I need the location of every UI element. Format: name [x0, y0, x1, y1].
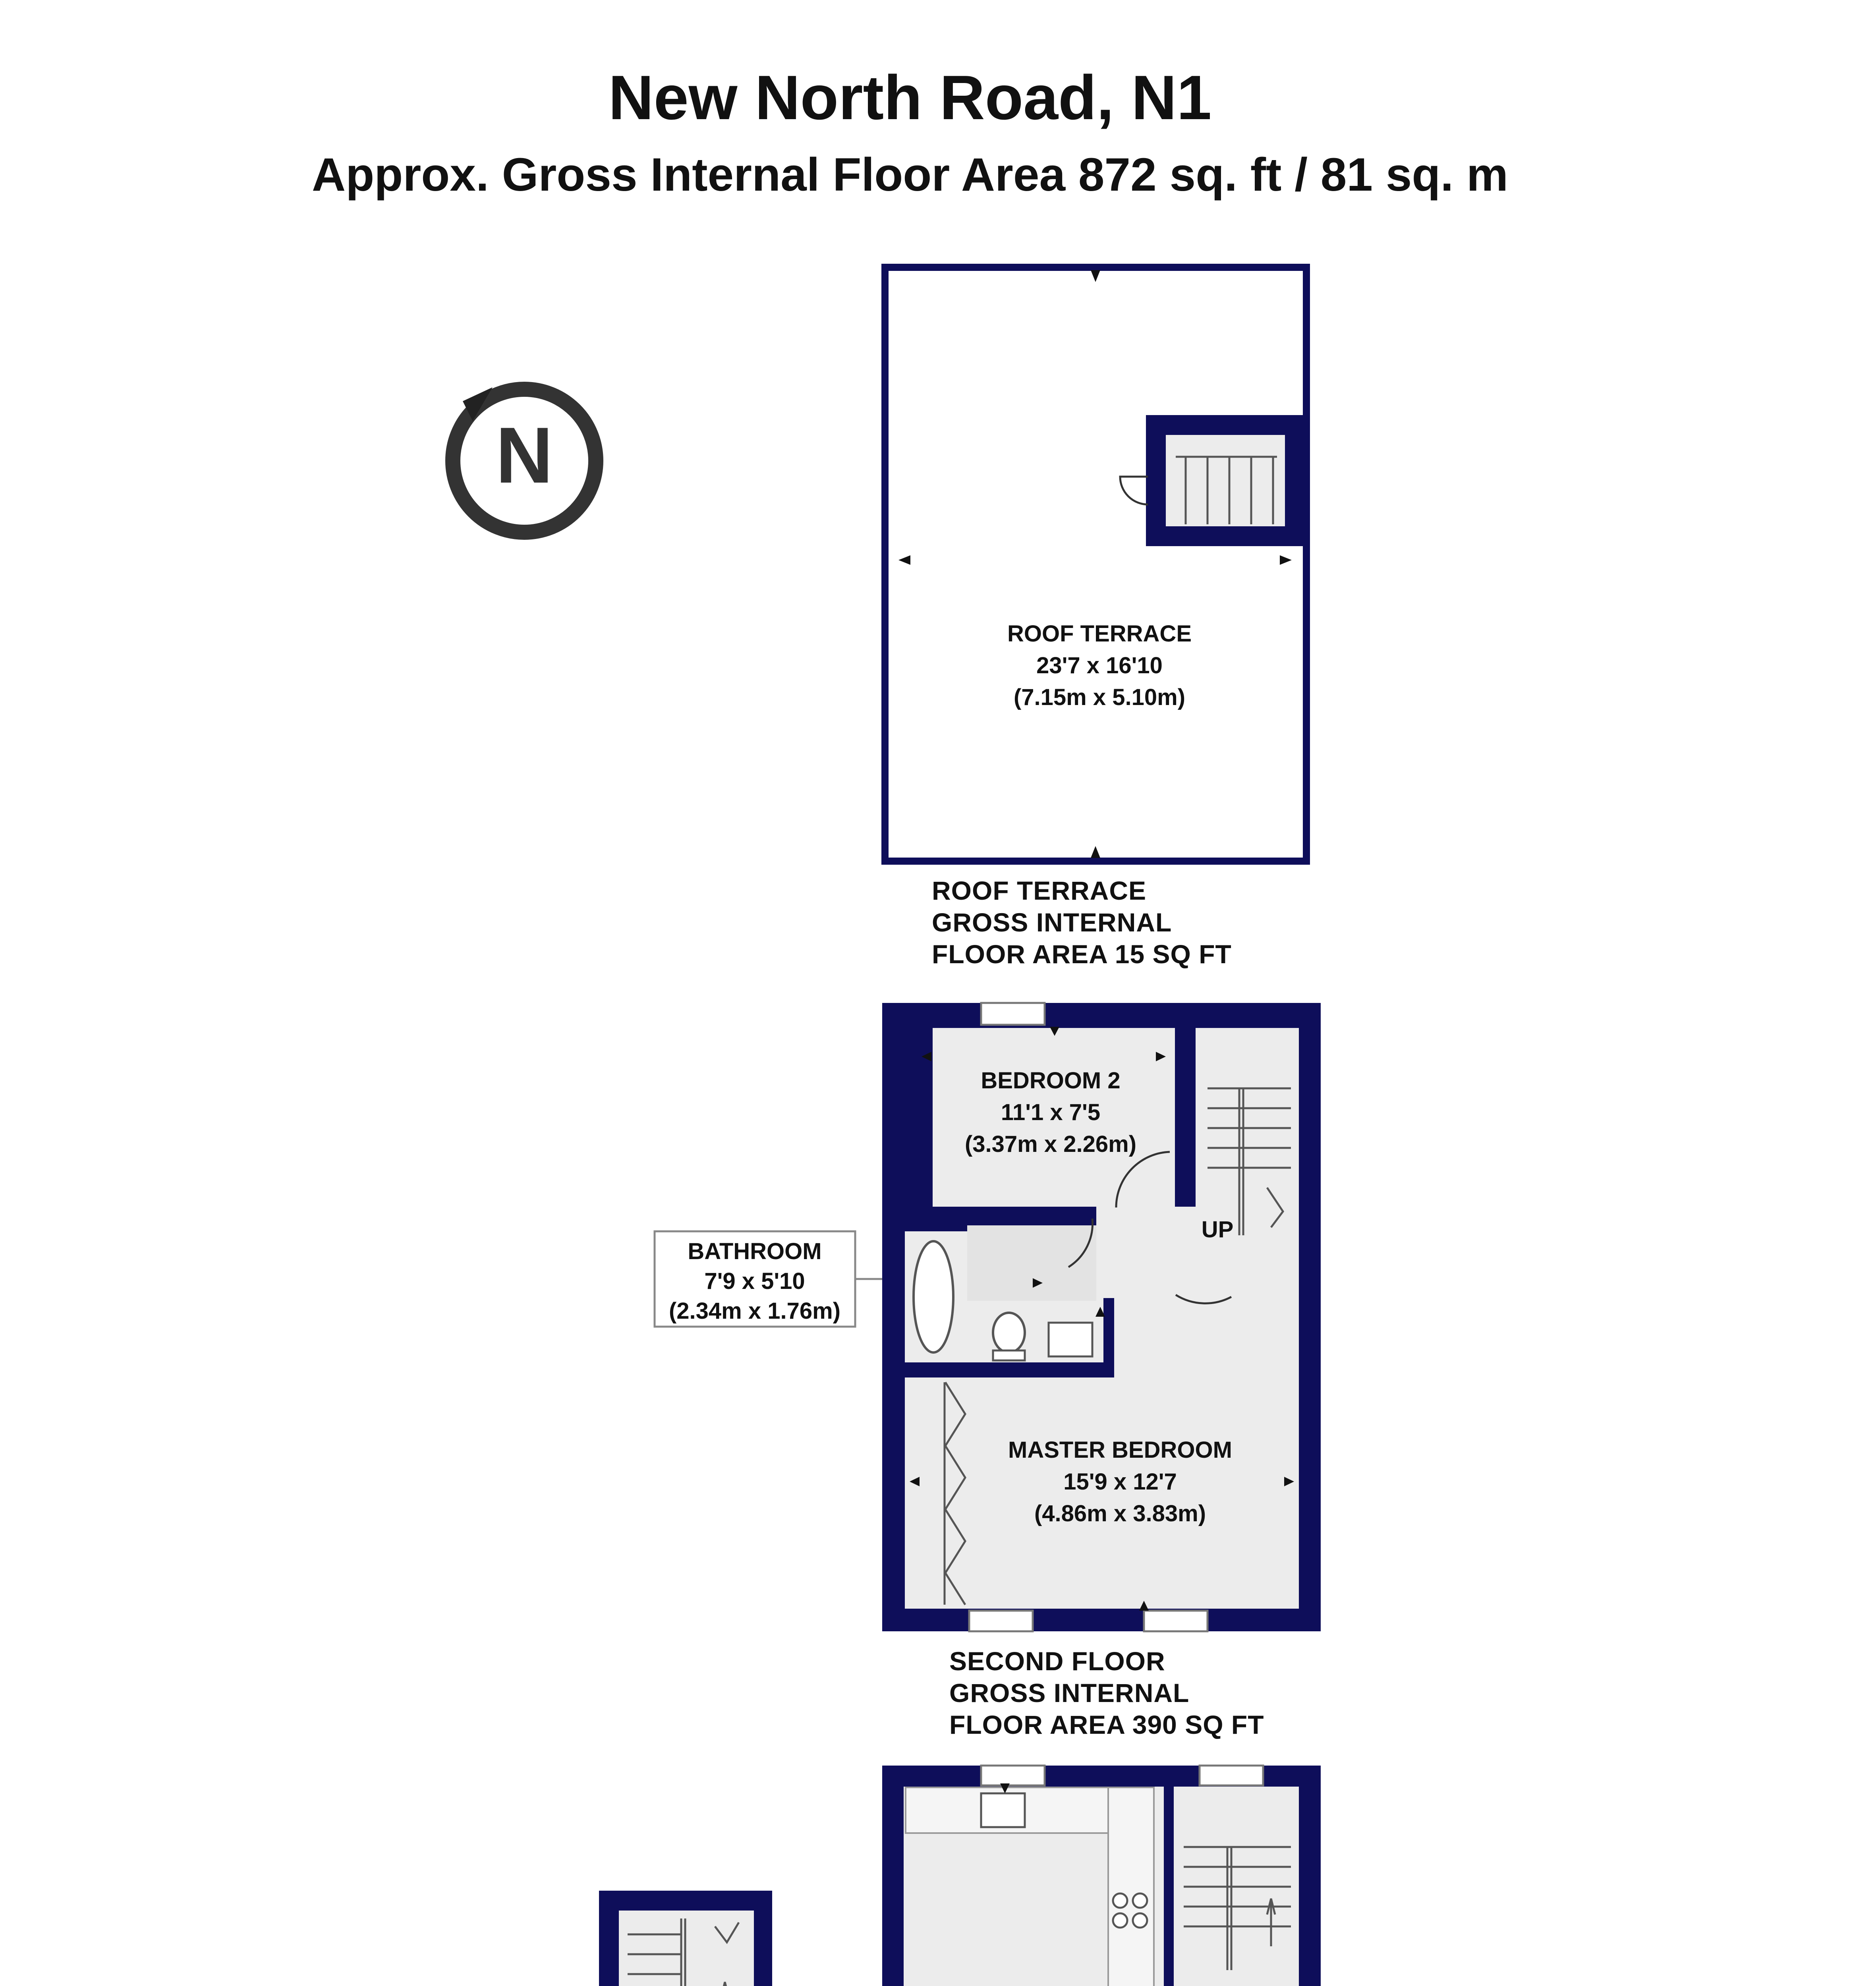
page-title: New North Road, N1	[608, 63, 1212, 133]
master-bedroom-metric: (4.86m x 3.83m)	[1034, 1501, 1206, 1526]
roof-terrace-metric: (7.15m x 5.10m)	[1013, 684, 1186, 710]
bathroom-callout	[655, 1231, 882, 1327]
compass-letter: N	[495, 411, 553, 500]
roof-terrace-imperial: 23'7 x 16'10	[1036, 653, 1163, 678]
bedroom2-name: BEDROOM 2	[981, 1068, 1121, 1093]
floor-label-roof-2: GROSS INTERNAL	[932, 908, 1172, 937]
bedroom2-metric: (3.37m x 2.26m)	[964, 1131, 1137, 1157]
floor-label-roof-1: ROOF TERRACE	[932, 876, 1146, 905]
first-floor-plan	[882, 1766, 1321, 1986]
bathroom-name: BATHROOM	[688, 1238, 822, 1264]
bathroom-imperial: 7'9 x 5'10	[704, 1268, 805, 1294]
floor-label-second-3: FLOOR AREA 390 SQ FT	[949, 1710, 1264, 1739]
floor-label-roof-3: FLOOR AREA 15 SQ FT	[932, 939, 1232, 969]
master-bedroom-imperial: 15'9 x 12'7	[1063, 1469, 1177, 1495]
master-bedroom-name: MASTER BEDROOM	[1008, 1437, 1232, 1463]
up-label-second: UP	[1201, 1217, 1234, 1242]
floor-label-second-2: GROSS INTERNAL	[949, 1678, 1190, 1708]
page-subtitle: Approx. Gross Internal Floor Area 872 sq. ft / 81 sq. m	[312, 149, 1508, 201]
bathroom-metric: (2.34m x 1.76m)	[668, 1298, 841, 1324]
floor-label-second-1: SECOND FLOOR	[949, 1646, 1165, 1676]
ground-floor-plan	[599, 1891, 772, 1986]
north-compass-icon	[453, 387, 596, 532]
second-floor-plan	[882, 1003, 1321, 1631]
roof-terrace-name: ROOF TERRACE	[1007, 621, 1192, 647]
roof-terrace-plan	[885, 267, 1306, 861]
bedroom2-imperial: 11'1 x 7'5	[1001, 1099, 1101, 1125]
